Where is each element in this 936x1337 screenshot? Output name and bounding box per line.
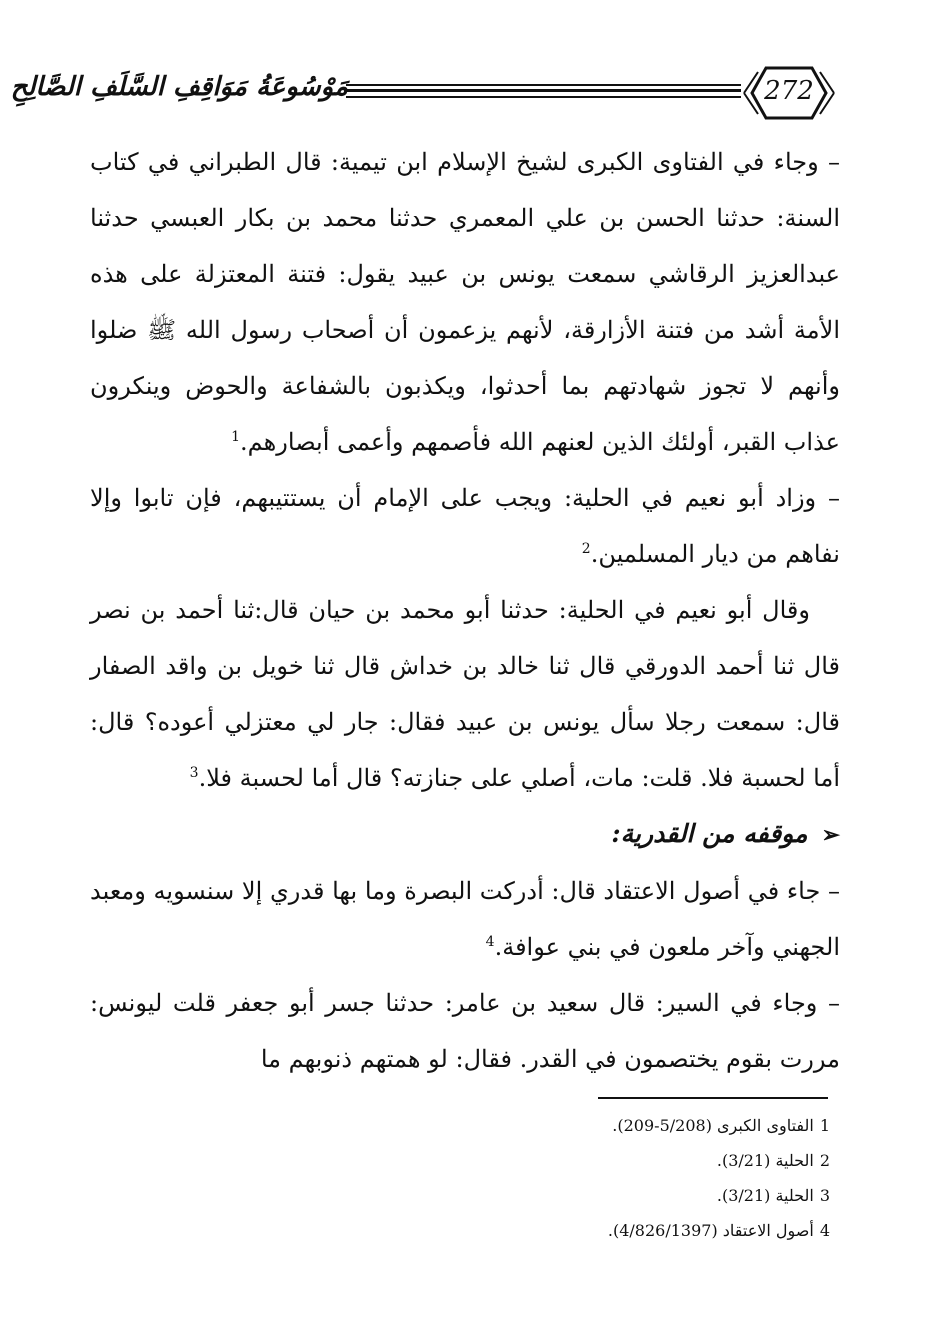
footnote-ref-1[interactable]: 1 [231,429,241,445]
footnote-ref-4[interactable]: 4 [485,934,495,950]
arrow-bullet-icon: ➢ [821,822,840,848]
page-header [10,62,838,126]
header-rule [346,84,741,100]
paragraph-hilya-narration: وقال أبو نعيم في الحلية: حدثنا أبو محمد بن حيان قال:ثنا أحمد بن نصر قال ثنا أحمد الدورقي قال ثنا خالد بن خداش قال ثنا خويل بن واقد الصفار قال: سمعت رجلا سأل يونس بن عبيد فقال: جار لي معتزلي أعوده؟ قال: أما لحسبة فلا. قلت: مات، أصلي على جنازته؟ قال أما لحسبة فلا.$^3$ [90,596,840,792]
footnote-item: 1الفتاوى الكبرى (5/208-209). [612,1116,830,1135]
footnote-item: 4أصول الاعتقاد (4/826/1397). [607,1221,830,1240]
book-title: مَوْسُوعَةُ مَوَاقِفِ السَّلَفِ الصَّالِحِ [10,72,348,102]
main-text [90,134,840,1087]
page-number-badge [740,62,838,124]
paragraph-fatawa: – وجاء في الفتاوى الكبرى لشيخ الإسلام ابن تيمية: قال الطبراني في كتاب السنة: حدثنا الحسن بن علي المعمري حدثنا محمد بن بكار العبسي حدثنا عبدالعزيز الرقاشي سمعت يونس بن عبيد يقول: فتنة المعتزلة على هذه الأمة أشد من فتنة الأزارقة، لأنهم يزعمون أن أصحاب رسول الله ﷺ ضلوا وأنهم لا تجوز شهادتهم بما أحدثوا، ويكذبون بالشفاعة والحوض وينكرون عذاب القبر، أولئك الذين لعنهم الله فأصمهم وأعمى أبصارهم.$^1$ [90,148,840,456]
paragraph-siyar: – وجاء في السير: قال سعيد بن عامر: حدثنا جسر أبو جعفر قلت ليونس: مررت بقوم يختصمون في القدر. فقال: لو همتهم ذنوبهم ما [90,989,840,1073]
section-heading: ➢موقفه من القدرية: [90,806,840,863]
page-number: 272 [764,76,814,106]
footnote-divider [598,1097,828,1099]
footnote-ref-3[interactable]: 3 [189,765,199,781]
footnote-item: 3الحلية (3/21). [716,1186,830,1205]
paragraph-hilya-addition: – وزاد أبو نعيم في الحلية: ويجب على الإمام أن يستتيبهم، فإن تابوا وإلا نفاهم من ديار المسلمين.$^2$ [90,484,840,568]
paragraph-usul: – جاء في أصول الاعتقاد قال: أدركت البصرة وما بها قدري إلا سنسويه ومعبد الجهني وآخر ملعون في بني عوافة.$^4$ [90,877,840,961]
footnote-item: 2الحلية (3/21). [716,1151,830,1170]
footnotes [440,1108,830,1248]
footnote-ref-2[interactable]: 2 [581,541,591,557]
